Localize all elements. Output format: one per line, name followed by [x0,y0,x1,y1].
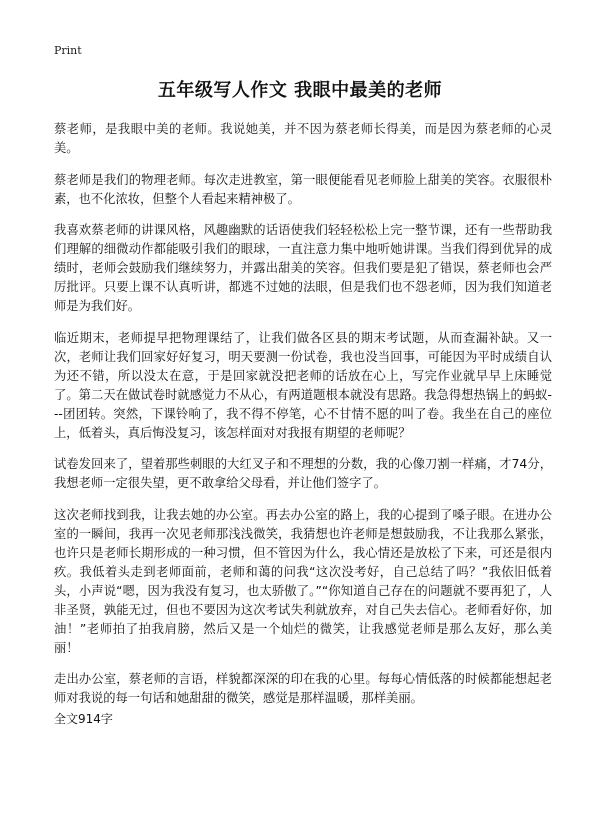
paragraph-1: 蔡老师，是我眼中美的老师。我说她美，并不因为蔡老师长得美，而是因为蔡老师的心灵美。 [54,122,552,155]
paragraph-5: 试卷发回来了，望着那些刺眼的大红叉子和不理想的分数，我的心像刀割一样痛，才74分，我想老师一定很失望，更不敢拿给父母看，并让他们签字了。 [54,457,552,490]
article-body [54,120,552,721]
paragraph-7: 走出办公室，蔡老师的言语，样貌都深深的印在我的心里。每每心情低落的时候都能想起老师对我说的每一句话和她甜甜的微笑，感觉是那样温暖，那样美丽。 [54,672,552,705]
paragraph-2: 蔡老师是我们的物理老师。每次走进教室，第一眼便能看见老师脸上甜美的笑容。衣服很朴素，也不化浓妆，但整个人看起来精神极了。 [54,172,552,206]
paragraph-6: 这次老师找到我，让我去她的办公室。再去办公室的路上，我的心提到了嗓子眼。在进办公室的一瞬间，我再一次见老师那浅浅微笑，我猜想也许老师是想鼓励我，不让我那么紧张，也许只是老师长期形成的一种习惯，但不管因为什么，我心情还是放松了下来，可还是很内疚。我低着头走到老师面前，老师和蔼的问我“这次没考好，自己总结了吗？”我依旧低着头，小声说“嗯，因为我没有复习，也太骄傲了。”“你知道自己存在的问题就不要再犯了，人非圣贤，孰能无过，但也不要因为这次考试失利就放弃，对自己失去信心。老师看好你，加油！”老师拍了拍我肩膀，然后又是一个灿烂的微笑，让我感觉老师是那么友好，那么美丽！ [54,507,552,655]
page-title: 五年级写人作文 我眼中最美的老师 [157,80,443,101]
word-count: 全文914字 [54,712,113,726]
paragraph-3: 我喜欢蔡老师的讲课风格，风趣幽默的话语使我们轻轻松松上完一整节课，还有一些帮助我们理解的细微动作都能吸引我们的眼球，一直注意力集中地听她讲课。当我们得到优异的成绩时，老师会鼓励我们继续努力，并露出甜美的笑容。但我们要是犯了错误，蔡老师也会严厉批评。只要上课不认真听讲，都逃不过她的法眼，但是我们也不怨老师，因为我们知道老师是为我们好。 [54,223,552,313]
print-link[interactable]: Print [54,44,82,57]
paragraph-4: 临近期末，老师提早把物理课结了，让我们做各区县的期末考试题，从而查漏补缺。又一次，老师让我们回家好好复习，明天要测一份试卷，我也没当回事，可能因为平时成绩自认为还不错，所以没太在意，于是回家就没把老师的话放在心上，写完作业就早早上床睡觉了。第二天在做试卷时就感觉力不从心，有两道题根本就没有思路。我急得想热锅上的蚂蚁---团团转。突然，下课铃响了，我不得不停笔，心不甘情不愿的叫了卷。我坐在自己的座位上，低着头，真后悔没复习，该怎样面对对我报有期望的老师呢？ [54,330,552,440]
